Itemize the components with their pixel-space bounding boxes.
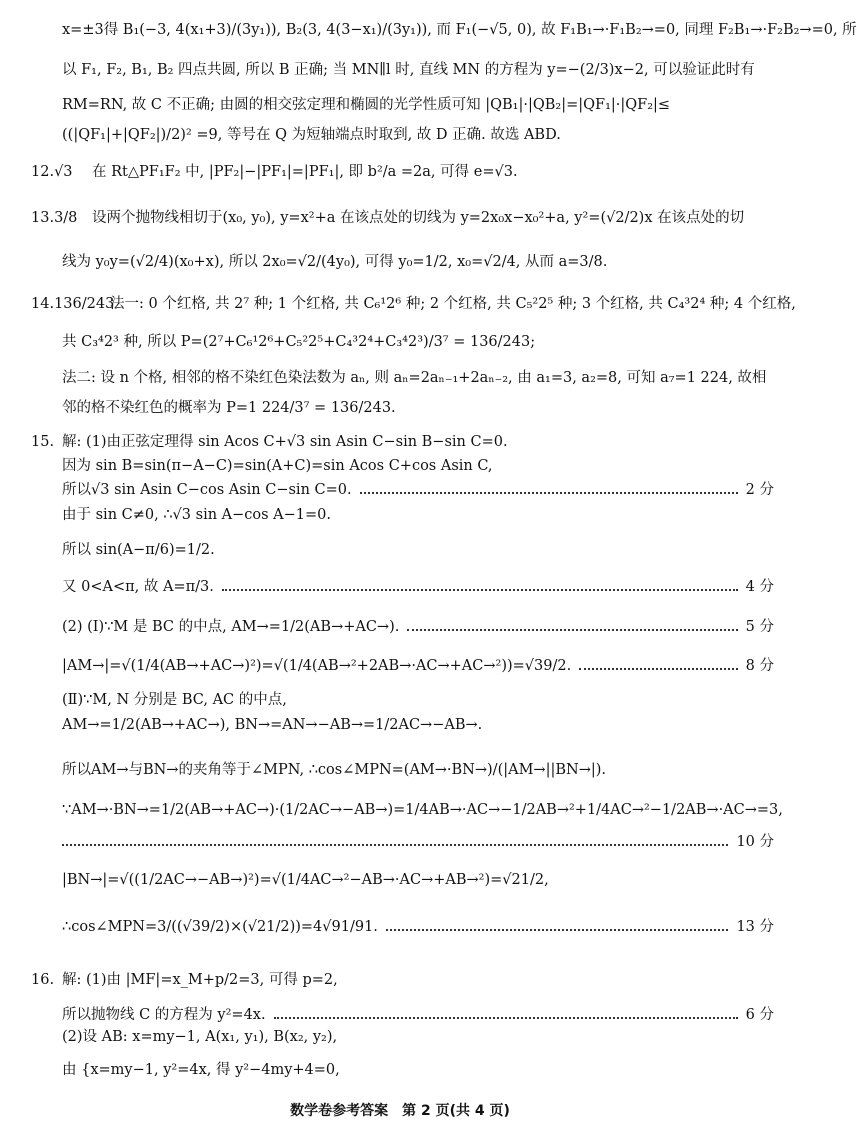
q15-line-3: 所以√3 sin Asin C−cos Asin C−sin C=0. 2 分 <box>62 482 774 498</box>
leader-dots <box>407 629 737 631</box>
score-13: 13 分 <box>736 919 774 935</box>
q14-line-4: 邻的格不染红色的概率为 P=1 224/3⁷ = 136/243. <box>62 400 396 416</box>
q15-line-1: 解: (1)由正弦定理得 sin Acos C+√3 sin Asin C−sin B−sin C=0. <box>62 434 508 450</box>
q11-line-3: RM=RN, 故 C 不正确; 由圆的相交弦定理和椭圆的光学性质可知 |QB₁|·|QB₂|=|QF₁|·|QF₂|≤ <box>62 97 671 113</box>
leader-dots <box>222 589 738 591</box>
q12-solution: 在 Rt△PF₁F₂ 中, |PF₂|−|PF₁|=|PF₁|, 即 b²/a =2a, 可得 e=√3. <box>92 164 518 180</box>
q16-line-1: 解: (1)由 |MF|=x_M+p/2=3, 可得 p=2, <box>62 972 338 988</box>
q15-line-4: 由于 sin C≠0, ∴√3 sin A−cos A−1=0. <box>62 507 332 523</box>
q15-line-7: (2) (Ⅰ)∵M 是 BC 的中点, AM→=1/2(AB→+AC→). 5 分 <box>62 619 774 635</box>
q14-answer: 136/243 <box>54 296 115 312</box>
q14-number: 14.136/243 <box>31 296 115 312</box>
q15-line-10: AM→=1/2(AB→+AC→), BN→=AN→−AB→=1/2AC→−AB→. <box>62 717 483 733</box>
q12-answer: √3 <box>54 164 73 180</box>
q11-line-1: x=±3得 B₁(−3, 4(x₁+3)/(3y₁)), B₂(3, 4(3−x₁)/(3y₁)), 而 F₁(−√5, 0), 故 F₁B₁→·F₁B₂→=0, 同理 F₂B₁→·F₂B₂→=0, 所 <box>62 22 857 38</box>
score-4: 4 分 <box>745 579 774 595</box>
q13-answer: 3/8 <box>54 210 78 226</box>
leader-dots <box>360 492 738 494</box>
leader-dots <box>62 844 728 846</box>
q15-line-5: 所以 sin(A−π/6)=1/2. <box>62 542 215 558</box>
q16-line-2: 所以抛物线 C 的方程为 y²=4x. 6 分 <box>62 1007 774 1023</box>
q11-line-4: ((|QF₁|+|QF₂|)/2)² =9, 等号在 Q 为短轴端点时取到, 故 D 正确. 故选 ABD. <box>62 127 561 143</box>
q15-line-9: (Ⅱ)∵M, N 分别是 BC, AC 的中点, <box>62 692 287 708</box>
score-6: 6 分 <box>745 1007 774 1023</box>
q15-line-6: 又 0<A<π, 故 A=π/3. 4 分 <box>62 579 774 595</box>
q15-number: 15. <box>31 434 55 450</box>
leader-dots <box>579 668 737 670</box>
q13-number: 13.3/8 <box>31 210 78 226</box>
q14-line-1: 法一: 0 个红格, 共 2⁷ 种; 1 个红格, 共 C₆¹2⁶ 种; 2 个红格, 共 C₅²2⁵ 种; 3 个红格, 共 C₄³2⁴ 种; 4 个红格, <box>110 296 796 312</box>
q14-line-2: 共 C₃⁴2³ 种, 所以 P=(2⁷+C₆¹2⁶+C₅²2⁵+C₄³2⁴+C₃⁴2³)/3⁷ = 136/243; <box>62 334 536 350</box>
score-5: 5 分 <box>745 619 774 635</box>
q13-line-2: 线为 y₀y=(√2/4)(x₀+x), 所以 2x₀=√2/(4y₀), 可得 y₀=1/2, x₀=√2/4, 从而 a=3/8. <box>62 254 608 270</box>
page-footer: 数学卷参考答案 第 2 页(共 4 页) <box>290 1103 510 1119</box>
score-8: 8 分 <box>745 658 774 674</box>
q15-score-10-line <box>62 832 774 852</box>
q11-line-2: 以 F₁, F₂, B₁, B₂ 四点共圆, 所以 B 正确; 当 MN∥l 时, 直线 MN 的方程为 y=−(2/3)x−2, 可以验证此时有 <box>62 62 755 78</box>
q15-line-11: 所以AM→与BN→的夹角等于∠MPN, ∴cos∠MPN=(AM→·BN→)/(|AM→||BN→|). <box>62 762 606 778</box>
q15-line-12: ∵AM→·BN→=1/2(AB→+AC→)·(1/2AC→−AB→)=1/4AB→·AC→−1/2AB→²+1/4AC→²−1/2AB→·AC→=3, <box>62 802 783 818</box>
score-10: 10 分 <box>736 834 774 850</box>
leader-dots <box>386 929 729 931</box>
q15-line-8: |AM→|=√(1/4(AB→+AC→)²)=√(1/4(AB→²+2AB→·AC→+AC→²))=√39/2. 8 分 <box>62 658 774 674</box>
q15-line-14: ∴cos∠MPN=3/((√39/2)×(√21/2))=4√91/91. 13 分 <box>62 919 774 935</box>
q16-line-4: 由 {x=my−1, y²=4x, 得 y²−4my+4=0, <box>62 1062 340 1078</box>
q15-line-13: |BN→|=√((1/2AC→−AB→)²)=√(1/4AC→²−AB→·AC→+AB→²)=√21/2, <box>62 872 549 888</box>
score-2: 2 分 <box>745 482 774 498</box>
q13-line-1: 设两个抛物线相切于(x₀, y₀), y=x²+a 在该点处的切线为 y=2x₀x−x₀²+a, y²=(√2/2)x 在该点处的切 <box>92 210 745 226</box>
q12-number: 12.√3 <box>31 164 73 180</box>
q14-line-3: 法二: 设 n 个格, 相邻的格不染红色染法数为 aₙ, 则 aₙ=2aₙ₋₁+2aₙ₋₂, 由 a₁=3, a₂=8, 可知 a₇=1 224, 故相 <box>62 370 767 386</box>
q16-line-3: (2)设 AB: x=my−1, A(x₁, y₁), B(x₂, y₂), <box>62 1029 338 1045</box>
q16-number: 16. <box>31 972 55 988</box>
q15-line-2: 因为 sin B=sin(π−A−C)=sin(A+C)=sin Acos C+cos Asin C, <box>62 458 493 474</box>
leader-dots <box>274 1017 738 1019</box>
